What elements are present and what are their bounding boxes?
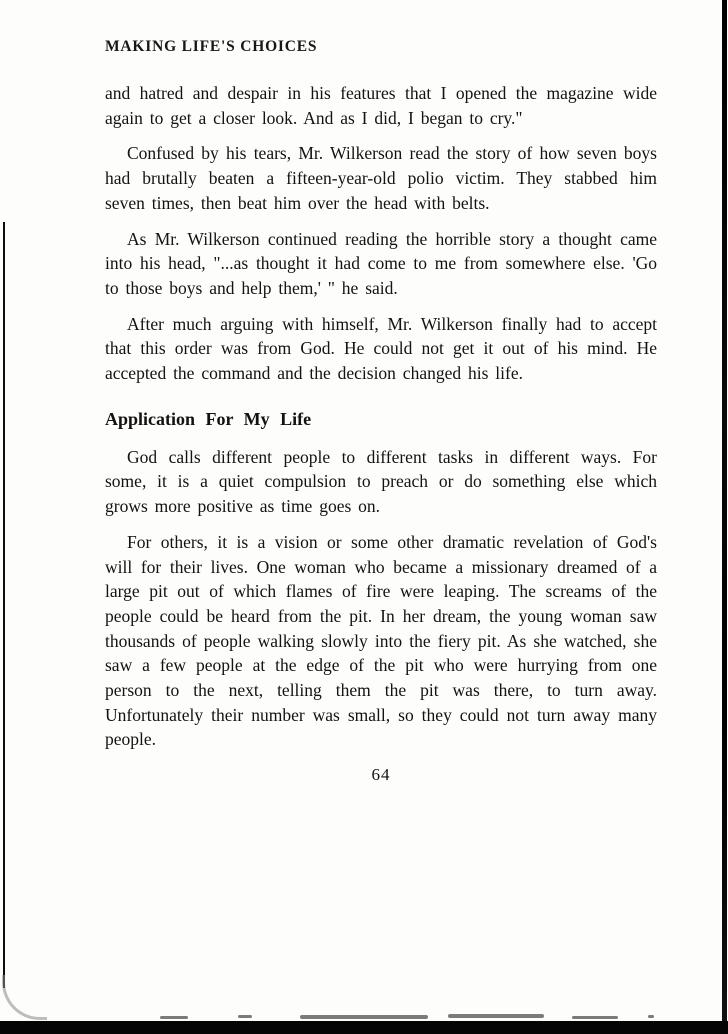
- running-header: MAKING LIFE'S CHOICES: [105, 38, 318, 55]
- scan-artifact-smudge: [238, 1015, 252, 1018]
- body-paragraph: After much arguing with himself, Mr. Wilkerson finally had to accept that this order was from God. He could not get it out of his mind. He accepted the command and the decision changed his life.: [105, 313, 657, 384]
- text-column: [105, 38, 657, 785]
- scan-artifact-right-edge-line: [722, 0, 727, 1021]
- body-paragraph: As Mr. Wilkerson continued reading the horrible story a thought came into his head, "...as thought it had come to me from somewhere else. 'Go to those boys and help them,' " he said.: [105, 228, 657, 298]
- scan-artifact-smudge: [300, 1015, 428, 1019]
- scan-artifact-smudge: [448, 1014, 544, 1018]
- scan-artifact-page-corner: [2, 975, 47, 1020]
- scan-artifact-smudge: [572, 1016, 618, 1019]
- scan-artifact-smudge: [160, 1016, 188, 1019]
- body-paragraph: and hatred and despair in his features that I opened the magazine wide again to get a closer look. And as I did, I began to cry.": [105, 83, 657, 128]
- scan-artifact-smudge: [648, 1015, 654, 1018]
- section-heading: Application For My Life: [105, 408, 312, 429]
- body-paragraph: God calls different people to different tasks in different ways. For some, it is a quiet compulsion to preach or do something else which grows more positive as time goes on.: [105, 446, 657, 517]
- body-paragraph: For others, it is a vision or some other dramatic revelation of God's will for their lives. One woman who became a missionary dreamed of a large pit out of which flames of fire were leaping. The screams of the people could be heard from the pit. In her dream, the young woman saw thousands of people walking slowly into the fiery pit. As she watched, she saw a few people at the edge of the pit who were hurrying from one person to the next, telling them the pit was there, to turn away. Unfortunately their number was small, so they could not turn away many people.: [105, 531, 657, 750]
- scan-artifact-left-edge-line: [3, 222, 5, 988]
- scan-artifact-bottom-bar: [0, 1021, 728, 1034]
- page-number: 64: [371, 765, 391, 785]
- body-paragraph: Confused by his tears, Mr. Wilkerson read the story of how seven boys had brutally beaten a fifteen-year-old polio victim. They stabbed him seven times, then beat him over the head with belts.: [105, 143, 657, 213]
